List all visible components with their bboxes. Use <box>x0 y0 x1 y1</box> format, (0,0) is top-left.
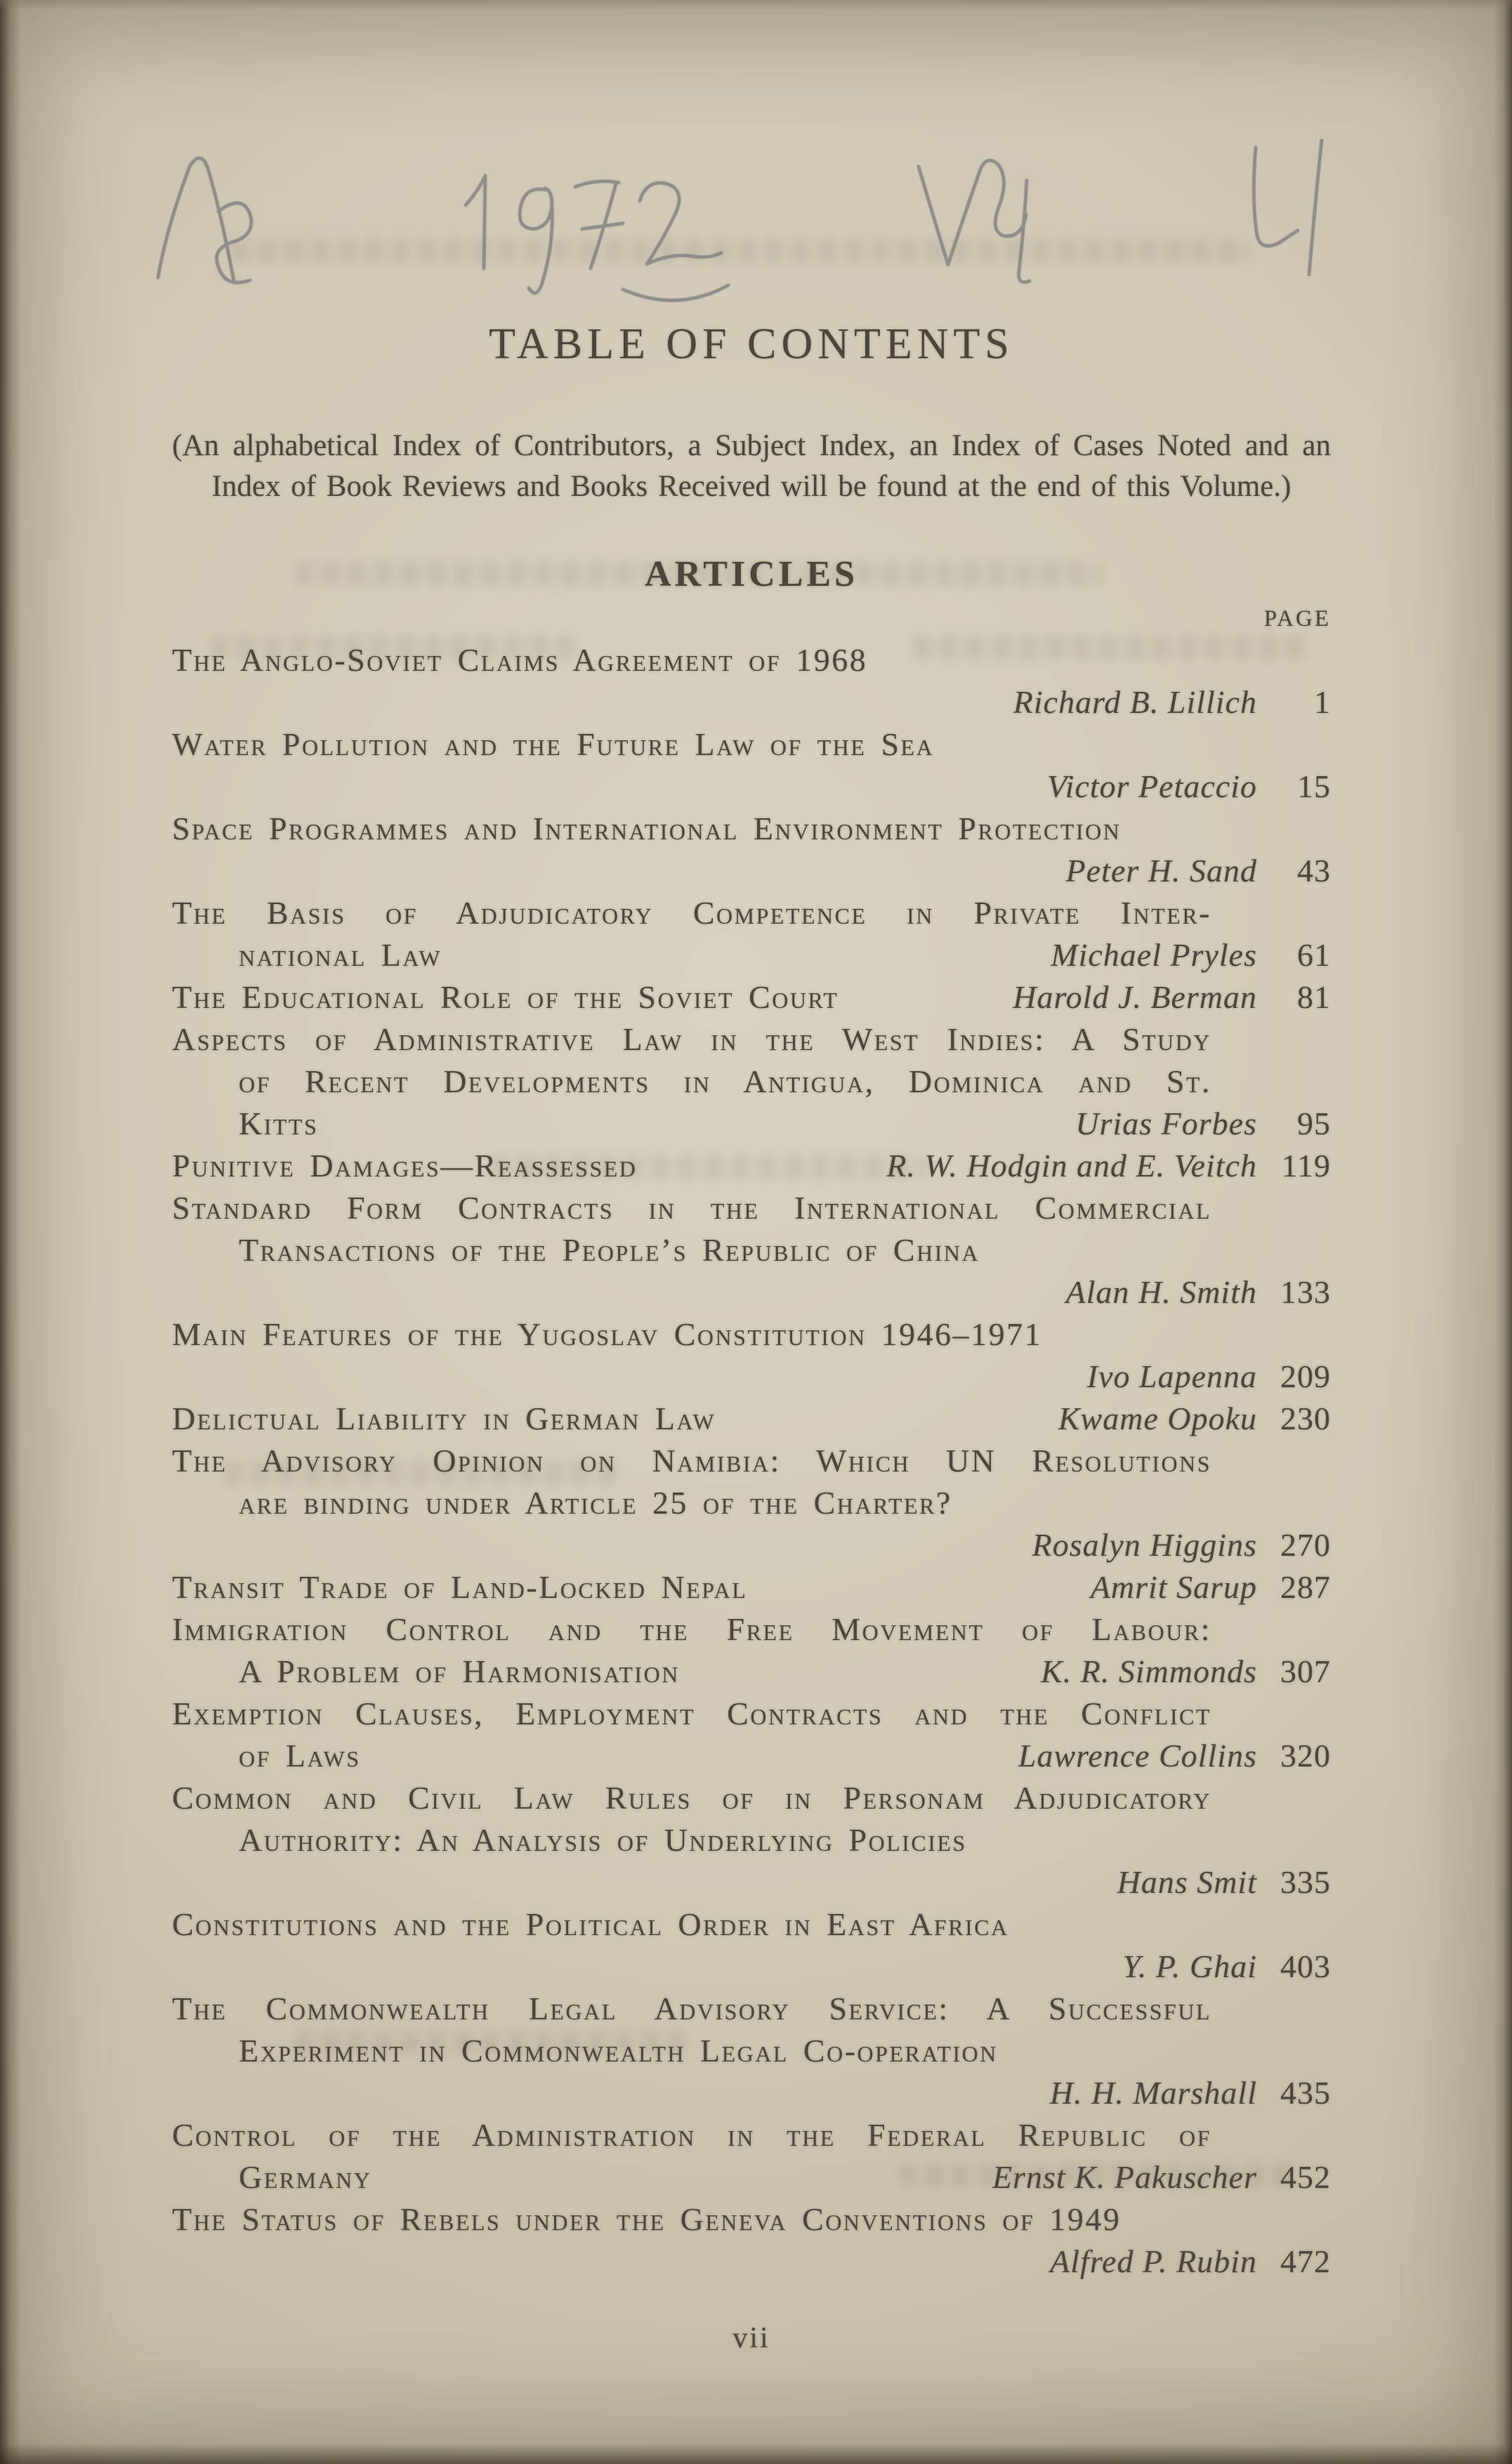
toc-entry-line <box>172 1651 1331 1693</box>
entry-page-number: 435 <box>1280 2075 1331 2111</box>
page-title: TABLE OF CONTENTS <box>489 320 1014 368</box>
toc-entry-line <box>172 934 1331 976</box>
handwritten-mark <box>1230 130 1343 288</box>
toc-entry <box>172 1988 1331 2114</box>
toc-entry-line <box>172 2072 1331 2114</box>
toc-entry-line <box>172 1103 1331 1145</box>
toc-entry <box>172 1145 1331 1187</box>
entry-title: of Recent Developments in Antigua, Dominica and St. <box>239 1063 1211 1099</box>
entry-author: Rosalyn Higgins <box>1032 1527 1257 1563</box>
toc-entry <box>172 1566 1331 1608</box>
toc-entry <box>172 2114 1331 2198</box>
toc-entry-line <box>172 850 1331 892</box>
toc-entry <box>172 1187 1331 1313</box>
handwritten-mark <box>906 137 1053 295</box>
entry-page-number: 403 <box>1280 1948 1331 1984</box>
toc-entry-line <box>172 808 1331 850</box>
toc-entry <box>172 1398 1331 1440</box>
toc-entry <box>172 1608 1331 1693</box>
entry-title: Immigration Control and the Free Movement of Labour: <box>172 1611 1211 1647</box>
toc-entries <box>172 639 1331 2283</box>
entry-author: Richard B. Lillich <box>1013 684 1257 720</box>
entry-author: Kwame Opoku <box>1058 1401 1257 1436</box>
page-edge-shadow-left <box>0 0 21 2464</box>
entry-title: Water Pollution and the Future Law of the Sea <box>172 726 935 762</box>
entry-title: are binding under Article 25 of the Charter? <box>239 1485 952 1521</box>
entry-title: The Status of Rebels under the Geneva Conventions of 1949 <box>172 2201 1122 2237</box>
entry-title: Punitive Damages—Reassessed <box>172 1148 638 1184</box>
toc-entry-line <box>172 2241 1331 2283</box>
toc-entry <box>172 723 1331 808</box>
toc-entry-line <box>172 1187 1331 1229</box>
entry-page-number: 15 <box>1297 768 1331 804</box>
entry-author: R. W. Hodgin and E. Veitch <box>886 1148 1257 1184</box>
entry-title: Common and Civil Law Rules of in Personam Adjudicatory <box>172 1780 1211 1816</box>
toc-entry-line <box>172 1398 1331 1440</box>
entry-author: Victor Petaccio <box>1047 768 1257 804</box>
toc-entry <box>172 639 1331 723</box>
toc-entry-line <box>172 1946 1331 1988</box>
toc-entry <box>172 2198 1331 2283</box>
entry-author: Urias Forbes <box>1075 1106 1257 1141</box>
toc-entry-line <box>172 892 1331 934</box>
entry-author: Harold J. Berman <box>1013 979 1257 1015</box>
toc-entry <box>172 1777 1331 1903</box>
toc-entry-line <box>172 1018 1331 1061</box>
entry-page-number: 270 <box>1280 1527 1331 1563</box>
folio-page-number: vii <box>732 2322 770 2354</box>
toc-entry-line <box>172 1440 1331 1482</box>
entry-author: H. H. Marshall <box>1049 2075 1257 2111</box>
intro-note: (An alphabetical Index of Contributors, a Subject Index, an Index of Cases Noted and an Index of Book Reviews and Books Received will be found at the end of this Volume.) <box>172 429 1331 503</box>
toc-entry-line <box>172 2114 1331 2156</box>
entry-author: Alfred P. Rubin <box>1050 2243 1257 2279</box>
toc-entry-line <box>172 1482 1331 1524</box>
entry-author: Peter H. Sand <box>1065 853 1257 889</box>
entry-page-number: 209 <box>1280 1358 1331 1394</box>
entry-title: Space Programmes and International Environment Protection <box>172 811 1122 846</box>
entry-title: Constitutions and the Political Order in East Africa <box>172 1906 1009 1942</box>
entry-title: The Commonwealth Legal Advisory Service: A Successful <box>172 1991 1211 2026</box>
entry-author: Ernst K. Pakuscher <box>992 2159 1257 2195</box>
entry-page-number: 133 <box>1280 1274 1331 1310</box>
toc-entry-line <box>172 1693 1331 1735</box>
toc-entry-line <box>172 1608 1331 1651</box>
entry-author: Ivo Lapenna <box>1086 1358 1257 1394</box>
toc-entry <box>172 1313 1331 1398</box>
entry-title: Authority: An Analysis of Underlying Policies <box>239 1822 967 1858</box>
toc-entry-line <box>172 1777 1331 1819</box>
entry-author: K. R. Simmonds <box>1041 1653 1257 1689</box>
toc-entry-line <box>172 681 1331 723</box>
toc-entry-line <box>172 766 1331 808</box>
toc-entry-line <box>172 1819 1331 1861</box>
entry-title: Transactions of the People’s Republic of China <box>239 1232 980 1268</box>
toc-entry-line <box>172 2156 1331 2198</box>
toc-entry-line <box>172 2198 1331 2241</box>
entry-title: of Laws <box>239 1738 361 1774</box>
toc-entry <box>172 1903 1331 1988</box>
toc-entry <box>172 976 1331 1018</box>
entry-title: Aspects of Administrative Law in the West Indies: A Study <box>172 1021 1211 1057</box>
toc-entry-line <box>172 1313 1331 1356</box>
toc-entry-line <box>172 1229 1331 1271</box>
page-edge-shadow-bottom <box>0 2443 1512 2464</box>
entry-title: Kitts <box>239 1106 319 1141</box>
page-edge-shadow-top <box>0 0 1512 10</box>
handwritten-mark <box>151 144 263 299</box>
toc-entry-line <box>172 1145 1331 1187</box>
entry-title: Germany <box>239 2159 372 2195</box>
section-heading-articles: ARTICLES <box>644 554 859 594</box>
entry-title: Main Features of the Yugoslav Constitution 1946–1971 <box>172 1316 1043 1352</box>
toc-entry-line <box>172 1566 1331 1608</box>
entry-page-number: 119 <box>1281 1148 1331 1184</box>
entry-page-number: 81 <box>1297 979 1331 1015</box>
entry-page-number: 452 <box>1280 2159 1331 2195</box>
toc-entry-line <box>172 1735 1331 1777</box>
entry-title: A Problem of Harmonisation <box>239 1653 680 1689</box>
entry-title: The Anglo-Soviet Claims Agreement of 1968 <box>172 642 868 678</box>
entry-title: national Law <box>239 937 442 973</box>
entry-title: Experiment in Commonwealth Legal Co-operation <box>239 2033 998 2069</box>
entry-page-number: 307 <box>1280 1653 1331 1689</box>
entry-page-number: 472 <box>1280 2243 1331 2279</box>
entry-page-number: 43 <box>1297 853 1331 889</box>
entry-title: Standard Form Contracts in the International Commercial <box>172 1190 1211 1226</box>
entry-author: Lawrence Collins <box>1018 1738 1257 1774</box>
toc-entry <box>172 1018 1331 1145</box>
toc-entry-line <box>172 1061 1331 1103</box>
entry-title: Exemption Clauses, Employment Contracts and the Conflict <box>172 1696 1211 1731</box>
toc-entry <box>172 1440 1331 1566</box>
entry-title: Control of the Administration in the Federal Republic of <box>172 2117 1211 2153</box>
page-edge-shadow-right <box>1494 0 1512 2464</box>
entry-title: The Advisory Opinion on Namibia: Which UN Resolutions <box>172 1443 1211 1479</box>
toc-entry-line <box>172 1356 1331 1398</box>
toc-entry-line <box>172 1861 1331 1903</box>
toc-entry-line <box>172 723 1331 766</box>
toc-entry-line <box>172 639 1331 681</box>
entry-author: Amrit Sarup <box>1090 1569 1257 1605</box>
entry-page-number: 287 <box>1280 1569 1331 1605</box>
toc-entry-line <box>172 976 1331 1018</box>
entry-author: Michael Pryles <box>1051 937 1257 973</box>
toc-entry-line <box>172 1271 1331 1313</box>
entry-author: Y. P. Ghai <box>1122 1948 1257 1984</box>
toc-entry <box>172 892 1331 976</box>
entry-title: Transit Trade of Land-Locked Nepal <box>172 1569 748 1605</box>
entry-title: The Educational Role of the Soviet Court <box>172 979 839 1015</box>
entry-title: The Basis of Adjudicatory Competence in Private Inter- <box>172 895 1211 931</box>
toc-entry <box>172 1693 1331 1777</box>
entry-page-number: 230 <box>1280 1401 1331 1436</box>
entry-page-number: 61 <box>1297 937 1331 973</box>
entry-page-number: 95 <box>1297 1106 1331 1141</box>
toc-entry-line <box>172 1988 1331 2030</box>
entry-page-number: 320 <box>1280 1738 1331 1774</box>
entry-author: Hans Smit <box>1117 1864 1257 1900</box>
entry-title: Delictual Liability in German Law <box>172 1401 716 1436</box>
handwritten-mark <box>446 148 748 337</box>
page-column-label: PAGE <box>1263 606 1331 631</box>
toc-entry-line <box>172 2030 1331 2072</box>
entry-page-number: 1 <box>1314 684 1331 720</box>
toc-entry-line <box>172 1524 1331 1566</box>
toc-entry-line <box>172 1903 1331 1946</box>
entry-author: Alan H. Smith <box>1065 1274 1257 1310</box>
entry-page-number: 335 <box>1280 1864 1331 1900</box>
toc-entry <box>172 808 1331 892</box>
